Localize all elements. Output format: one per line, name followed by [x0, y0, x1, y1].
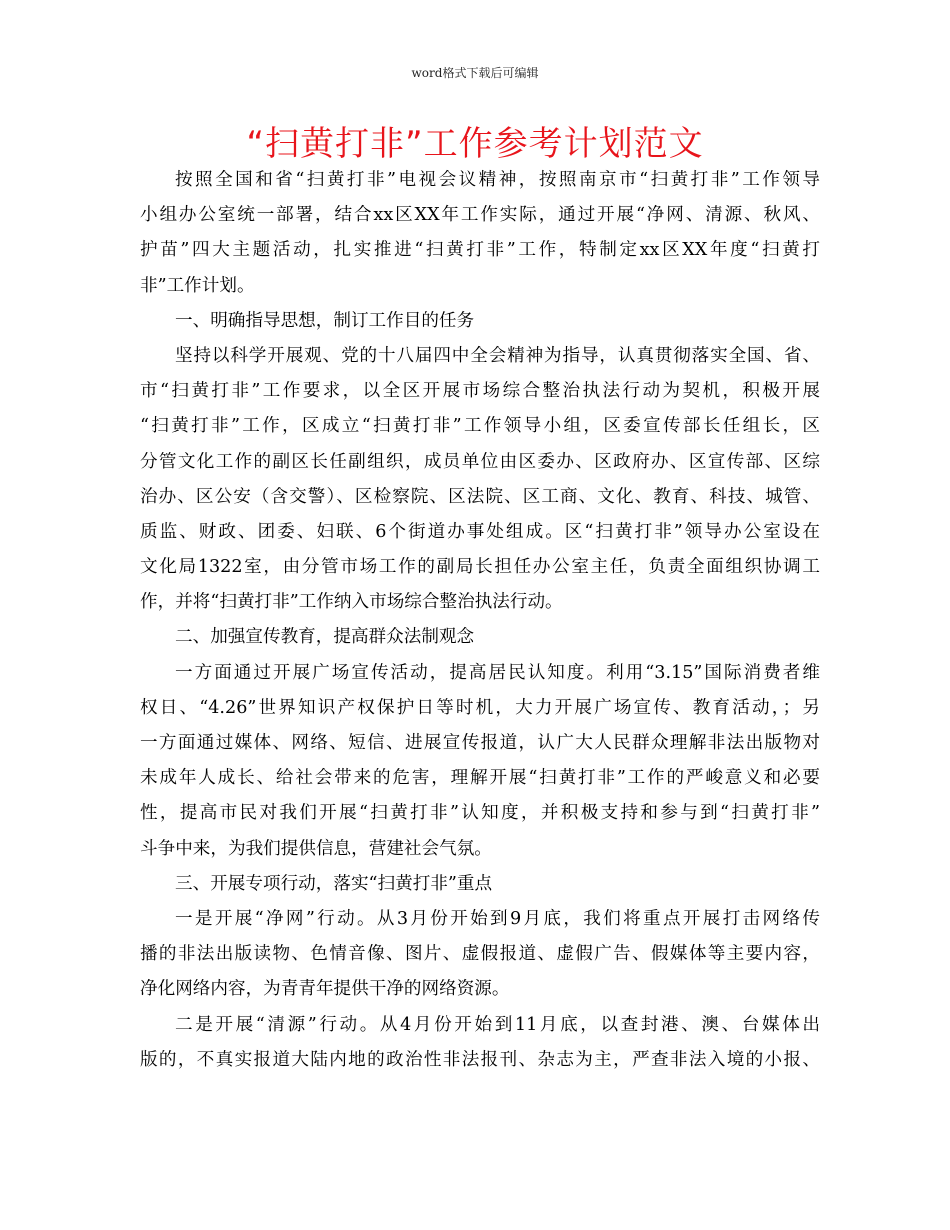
document-title: “扫黄打非”工作参考计划范文 [246, 124, 704, 164]
header-note: word格式下载后可编辑 [411, 66, 539, 80]
text-line: 斗争中来，为我们提供信息，营建社会气氛。 [140, 838, 492, 859]
text-line: 净化网络内容，为青青年提供干净的网络资源。 [140, 979, 510, 1000]
text-line: 护苗”四大主题活动，扎实推进“扫黄打非”工作，特制定xx区XX年度“扫黄打 [140, 240, 820, 261]
text-line: 播的非法出版读物、色情音像、图片、虚假报道、虚假广告、假媒体等主要内容， [140, 944, 820, 965]
text-line: 权日、“4.26”世界知识产权保护日等时机，大力开展广场宣传、教育活动，；另 [140, 697, 820, 718]
text-line: 一方面通过媒体、网络、短信、进展宣传报道，认广大人民群众理解非法出版物对 [140, 733, 820, 753]
text-line: 坚持以科学开展观、党的十八届四中全会精神为指导，认真贯彻落实全国、省、 [175, 345, 820, 366]
text-line: 作，并将“扫黄打非”工作纳入市场综合整治执法行动。 [140, 592, 563, 613]
text-line: 非”工作计划。 [140, 275, 255, 296]
text-line: 小组办公室统一部署，结合xx区XX年工作实际，通过开展“净网、清源、秋风、 [140, 205, 820, 226]
text-line: 二是开展“清源”行动。从4月份开始到11月底，以查封港、澳、台媒体出 [175, 1014, 820, 1035]
text-line: 版的，不真实报道大陆内地的政治性非法报刊、杂志为主，严查非法入境的小报、 [140, 1049, 820, 1070]
text-line: 一是开展“净网”行动。从3月份开始到9月底，我们将重点开展打击网络传 [175, 908, 820, 929]
text-line: 文化局1322室，由分管市场工作的副局长担任办公室主任，负责全面组织协调工 [140, 557, 820, 578]
text-line: 治办、区公安（含交警）、区检察院、区法院、区工商、文化、教育、科技、城管、 [140, 486, 820, 507]
text-line: “扫黄打非”工作，区成立“扫黄打非”工作领导小组，区委宣传部长任组长，区 [140, 416, 820, 437]
text-line: 二、加强宣传教育，提高群众法制观念 [175, 627, 475, 648]
text-line: 一、明确指导思想，制订工作目的任务 [175, 310, 475, 331]
text-line: 市“扫黄打非”工作要求，以全区开展市场综合整治执法行动为契机，积极开展 [140, 381, 820, 402]
document-body [140, 163, 820, 1078]
text-line: 按照全国和省“扫黄打非”电视会议精神，按照南京市“扫黄打非”工作领导 [175, 170, 820, 190]
text-line: 性，提高市民对我们开展“扫黄打非”认知度，并积极支持和参与到“扫黄打非” [140, 803, 820, 824]
text-line: 未成年人成长、给社会带来的危害，理解开展“扫黄打非”工作的严峻意义和必要 [140, 768, 820, 789]
text-line: 质监、财政、团委、妇联、6个街道办事处组成。区“扫黄打非”领导办公室设在 [140, 521, 820, 542]
text-line: 三、开展专项行动，落实“扫黄打非”重点 [175, 873, 493, 894]
text-line: 分管文化工作的副区长任副组织，成员单位由区委办、区政府办、区宣传部、区综 [140, 451, 820, 472]
text-line: 一方面通过开展广场宣传活动，提高居民认知度。利用“3.15”国际消费者维 [175, 662, 820, 683]
